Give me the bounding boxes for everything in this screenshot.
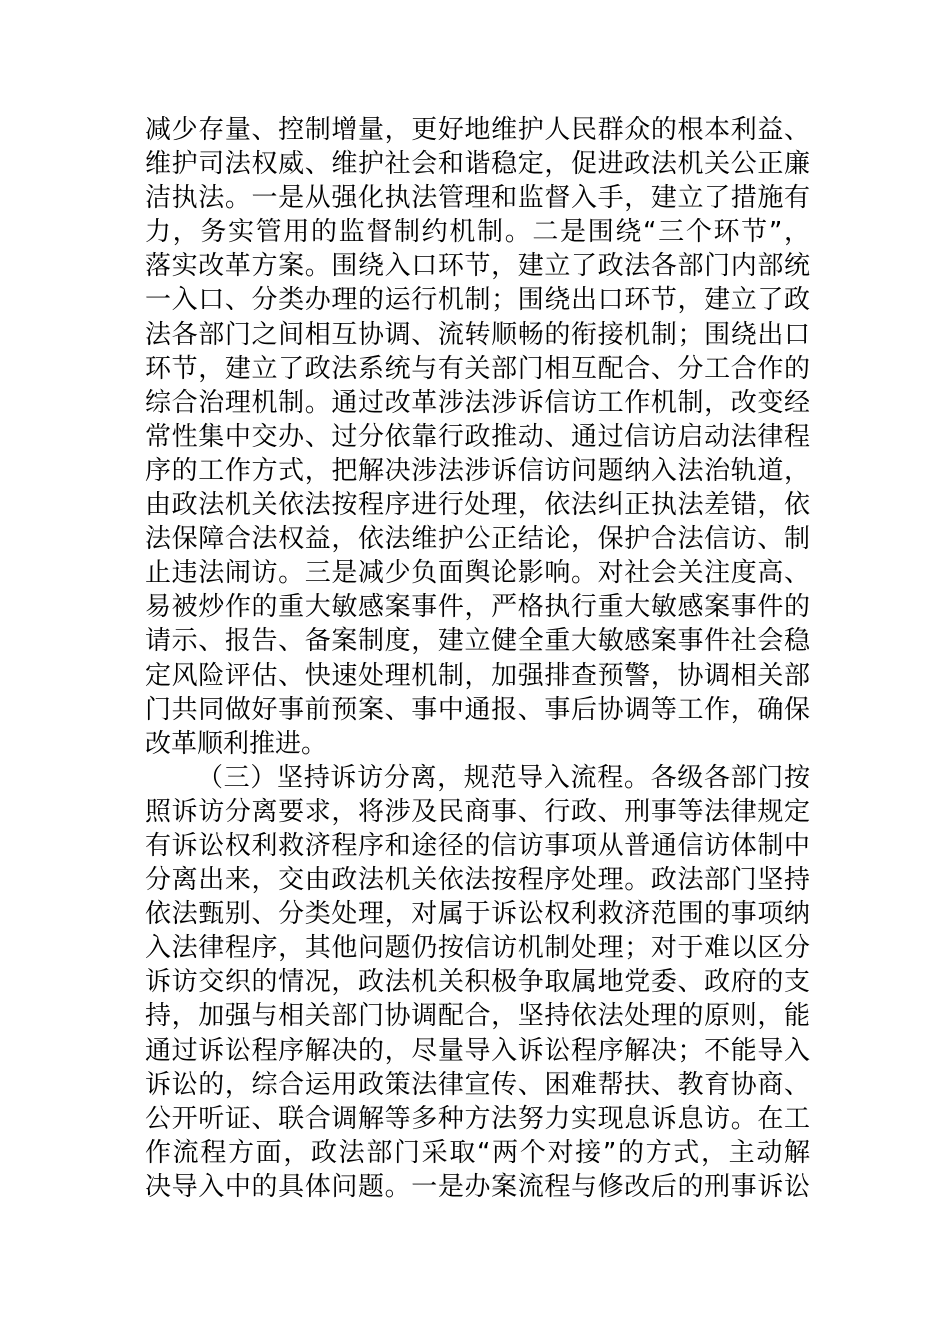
text-line: 止违法闹访。三是减少负面舆论影响。对社会关注度高、 xyxy=(145,558,810,589)
text-line: 改革顺利推进。 xyxy=(145,728,328,759)
text-line: 洁执法。一是从强化执法管理和监督入手，建立了措施有 xyxy=(145,183,810,214)
text-line: 照诉访分离要求，将涉及民商事、行政、刑事等法律规定 xyxy=(145,796,810,827)
text-line: 公开听证、联合调解等多种方法努力实现息诉息访。在工 xyxy=(145,1103,810,1134)
text-line: 落实改革方案。围绕入口环节，建立了政法各部门内部统 xyxy=(145,251,810,282)
text-line: 请示、报告、备案制度，建立健全重大敏感案事件社会稳 xyxy=(145,626,810,657)
text-line: 门共同做好事前预案、事中通报、事后协调等工作，确保 xyxy=(145,694,810,725)
text-line: 入法律程序，其他问题仍按信访机制处理；对于难以区分 xyxy=(145,933,810,964)
text-line: 减少存量、控制增量，更好地维护人民群众的根本利益、 xyxy=(145,115,810,145)
text-line: 一入口、分类办理的运行机制；围绕出口环节，建立了政 xyxy=(145,285,810,316)
text-line: 维护司法权威、维护社会和谐稳定，促进政法机关公正廉 xyxy=(145,149,810,180)
text-line: 作流程方面，政法部门采取“两个对接”的方式，主动解 xyxy=(145,1137,810,1168)
text-line: 诉讼的，综合运用政策法律宣传、困难帮扶、教育协商、 xyxy=(145,1069,810,1100)
text-line: 诉访交织的情况，政法机关积极争取属地党委、政府的支 xyxy=(145,967,810,998)
text-line: 决导入中的具体问题。一是办案流程与修改后的刑事诉讼 xyxy=(145,1171,810,1202)
text-line: 环节，建立了政法系统与有关部门相互配合、分工合作的 xyxy=(145,353,810,384)
document-body xyxy=(145,113,810,1204)
text-line: 序的工作方式，把解决涉法涉诉信访问题纳入法治轨道， xyxy=(145,455,810,486)
text-line: 依法甄别、分类处理，对属于诉讼权利救济范围的事项纳 xyxy=(145,899,810,930)
text-line: 持，加强与相关部门协调配合，坚持依法处理的原则，能 xyxy=(145,1001,810,1032)
text-line: 力，务实管用的监督制约机制。二是围绕“三个环节”， xyxy=(145,217,810,248)
text-line: 易被炒作的重大敏感案事件，严格执行重大敏感案事件的 xyxy=(145,592,810,623)
text-line: 有诉讼权利救济程序和途径的信访事项从普通信访体制中 xyxy=(145,830,810,861)
text-line: 综合治理机制。通过改革涉法涉诉信访工作机制，改变经 xyxy=(145,387,810,418)
text-line: 定风险评估、快速处理机制，加强排查预警，协调相关部 xyxy=(145,660,810,691)
text-line: 由政法机关依法按程序进行处理，依法纠正执法差错，依 xyxy=(145,490,810,521)
text-line: 法各部门之间相互协调、流转顺畅的衔接机制；围绕出口 xyxy=(145,319,810,350)
text-line: 分离出来，交由政法机关依法按程序处理。政法部门坚持 xyxy=(145,865,810,896)
text-line: 常性集中交办、过分依靠行政推动、通过信访启动法律程 xyxy=(145,421,810,452)
text-line: 法保障合法权益，依法维护公正结论，保护合法信访、制 xyxy=(145,524,810,555)
paragraph-heading-line: （三）坚持诉访分离，规范导入流程。各级各部门按 xyxy=(197,762,810,793)
text-line: 通过诉讼程序解决的，尽量导入诉讼程序解决；不能导入 xyxy=(145,1035,810,1066)
